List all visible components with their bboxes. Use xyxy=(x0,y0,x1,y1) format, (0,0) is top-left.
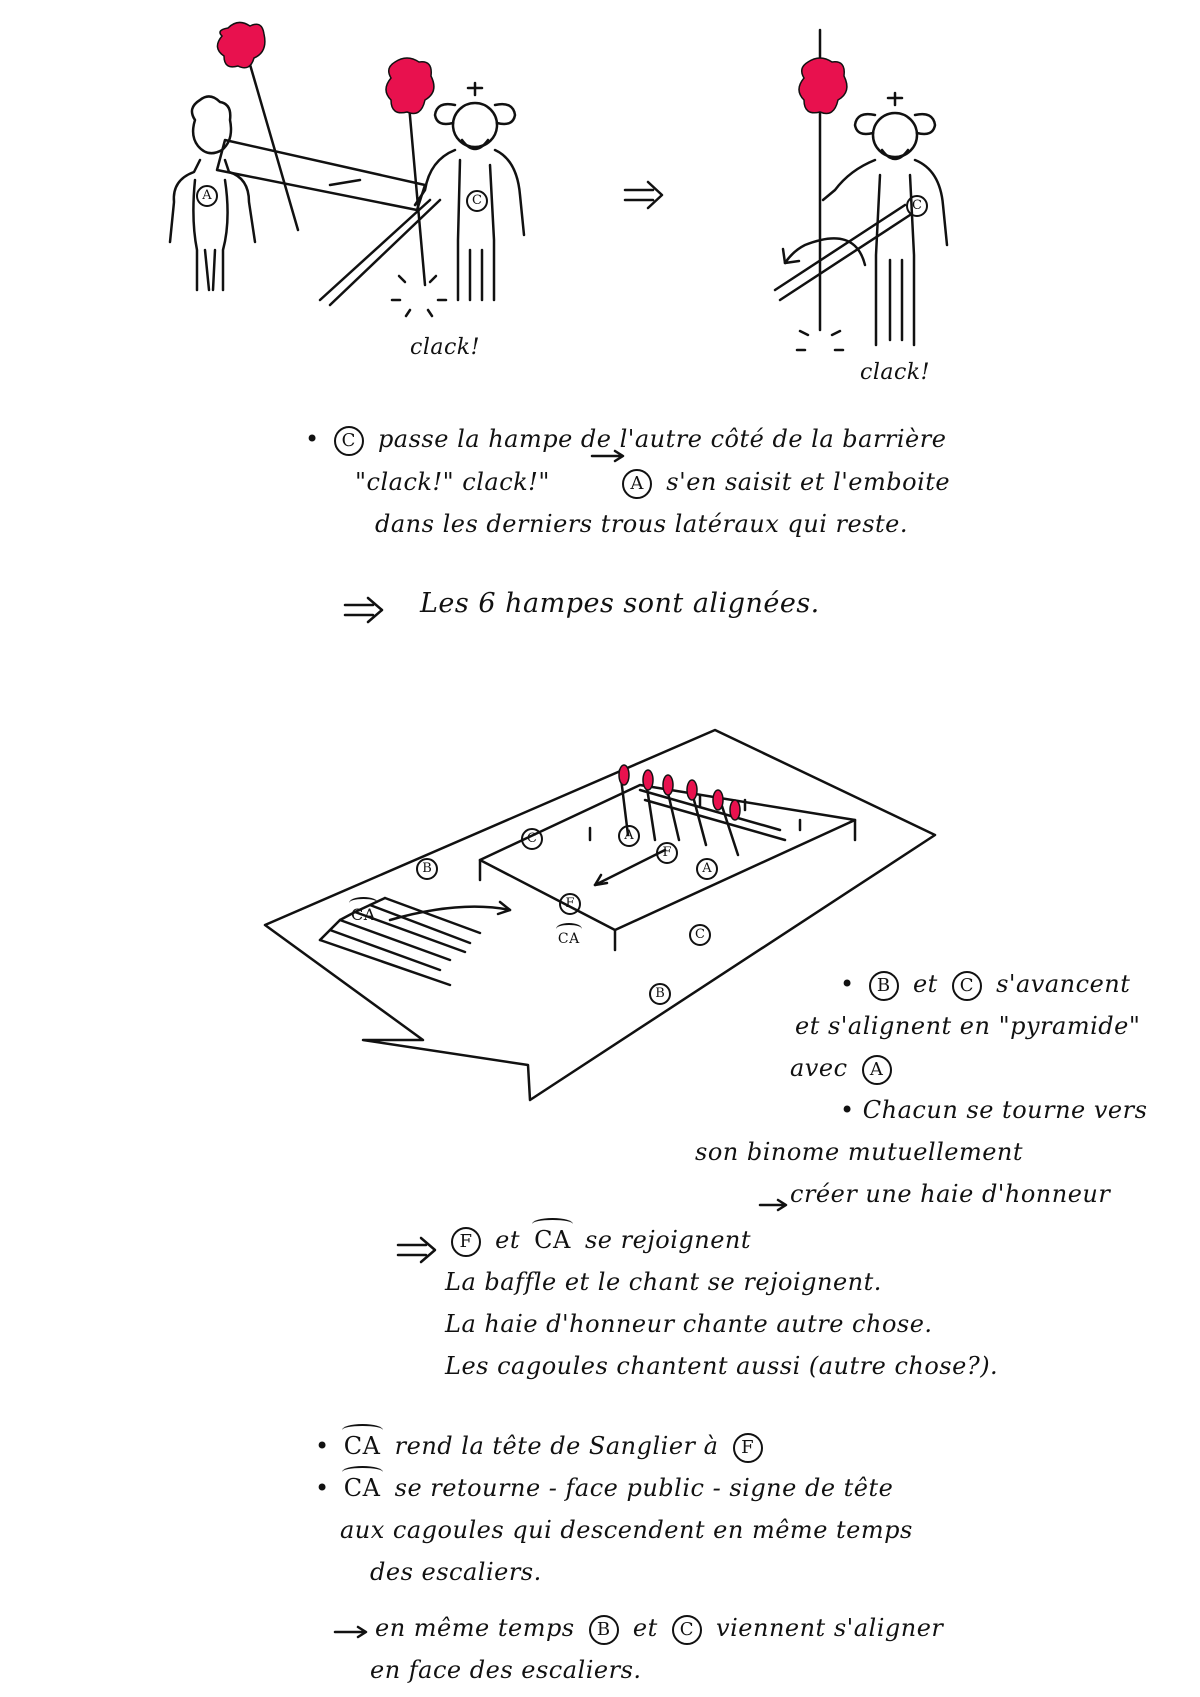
plan-b1: B xyxy=(416,858,438,880)
result1-text: Les 6 hampes sont alignées. xyxy=(420,588,820,619)
plan-ca2: CA xyxy=(557,931,580,947)
caption1-line2-text: s'en saisit et l'emboite xyxy=(666,468,951,496)
flag-a xyxy=(217,22,264,67)
result2-char-ca: CA xyxy=(534,1226,571,1254)
plan-c1: C xyxy=(521,828,543,850)
note2-line3 xyxy=(790,1054,898,1085)
note2-avec: avec xyxy=(790,1054,848,1082)
note2-line4-text: Chacun se tourne vers xyxy=(862,1096,1148,1124)
note2-char-c: C xyxy=(952,971,982,1001)
caption1-line3: dans les derniers trous latéraux qui reste. xyxy=(375,510,908,538)
final-line3: aux cagoules qui descendent en même temps xyxy=(340,1516,913,1544)
result2-line1 xyxy=(445,1226,751,1257)
final-line2-text: se retourne - face public - signe de tête xyxy=(394,1474,894,1502)
result2-and: et xyxy=(495,1226,520,1254)
plan-c2: C xyxy=(689,924,711,946)
note2-advance: s'avancent xyxy=(996,970,1131,998)
note2-line5: son binome mutuellement xyxy=(695,1138,1024,1166)
char-c-label: C xyxy=(466,190,488,212)
final-line6: en face des escaliers. xyxy=(370,1656,642,1684)
final-char-ca2: CA xyxy=(343,1474,381,1502)
note2-and: et xyxy=(912,970,938,998)
final-line2: • CA se retourne - face public - signe de tête xyxy=(315,1474,894,1502)
sfx-clack-right: clack! xyxy=(860,360,930,385)
note2-line1: • B et C s'avancent xyxy=(840,970,1130,1001)
caption1-char-a: A xyxy=(622,469,652,499)
caption1-line1-text: passe la hampe de l'autre côté de la barrière xyxy=(377,425,947,453)
result2-join: se rejoignent xyxy=(584,1226,751,1254)
caption1-clack: "clack!" clack!" xyxy=(355,468,550,496)
caption1-char-c: C xyxy=(334,426,364,456)
final-line5-post: viennent s'aligner xyxy=(716,1614,944,1642)
sfx-clack-left: clack! xyxy=(410,335,480,360)
caption1-line2 xyxy=(355,468,950,499)
note2-char-b: B xyxy=(869,971,899,1001)
final-line5 xyxy=(375,1614,943,1645)
final-char-c: C xyxy=(672,1615,702,1645)
char-a-label: A xyxy=(196,185,218,207)
plan-f2: F xyxy=(559,893,581,915)
final-line1-text: rend la tête de Sanglier à xyxy=(394,1432,719,1460)
note2-line6: créer une haie d'honneur xyxy=(790,1180,1111,1208)
final-char-ca1: CA xyxy=(343,1432,381,1460)
final-line4: des escaliers. xyxy=(370,1558,542,1586)
plan-ca1: CA xyxy=(351,905,376,924)
final-and: et xyxy=(632,1614,658,1642)
final-line1: • CA rend la tête de Sanglier à F xyxy=(315,1432,769,1463)
final-line5-pre: en même temps xyxy=(375,1614,575,1642)
result2-line2: La baffle et le chant se rejoignent. xyxy=(445,1268,882,1296)
final-char-f: F xyxy=(733,1433,763,1463)
plan-f1: F xyxy=(656,842,678,864)
plan-b2: B xyxy=(649,983,671,1005)
note2-line4: • Chacun se tourne vers xyxy=(840,1096,1148,1124)
char-c-right-label: C xyxy=(906,195,928,217)
flag-c-right xyxy=(799,58,847,114)
result2-char-f: F xyxy=(451,1227,481,1257)
note2-char-a: A xyxy=(862,1055,892,1085)
flag-c xyxy=(386,58,434,114)
note2-line2: et s'alignent en "pyramide" xyxy=(795,1012,1141,1040)
result2-line3: La haie d'honneur chante autre chose. xyxy=(445,1310,933,1338)
plan-a2: A xyxy=(696,858,718,880)
result2-line4: Les cagoules chantent aussi (autre chose?). xyxy=(445,1352,999,1380)
plan-a1: A xyxy=(618,825,640,847)
caption1-line1: • C passe la hampe de l'autre côté de la barrière xyxy=(305,425,946,456)
final-char-b: B xyxy=(589,1615,619,1645)
